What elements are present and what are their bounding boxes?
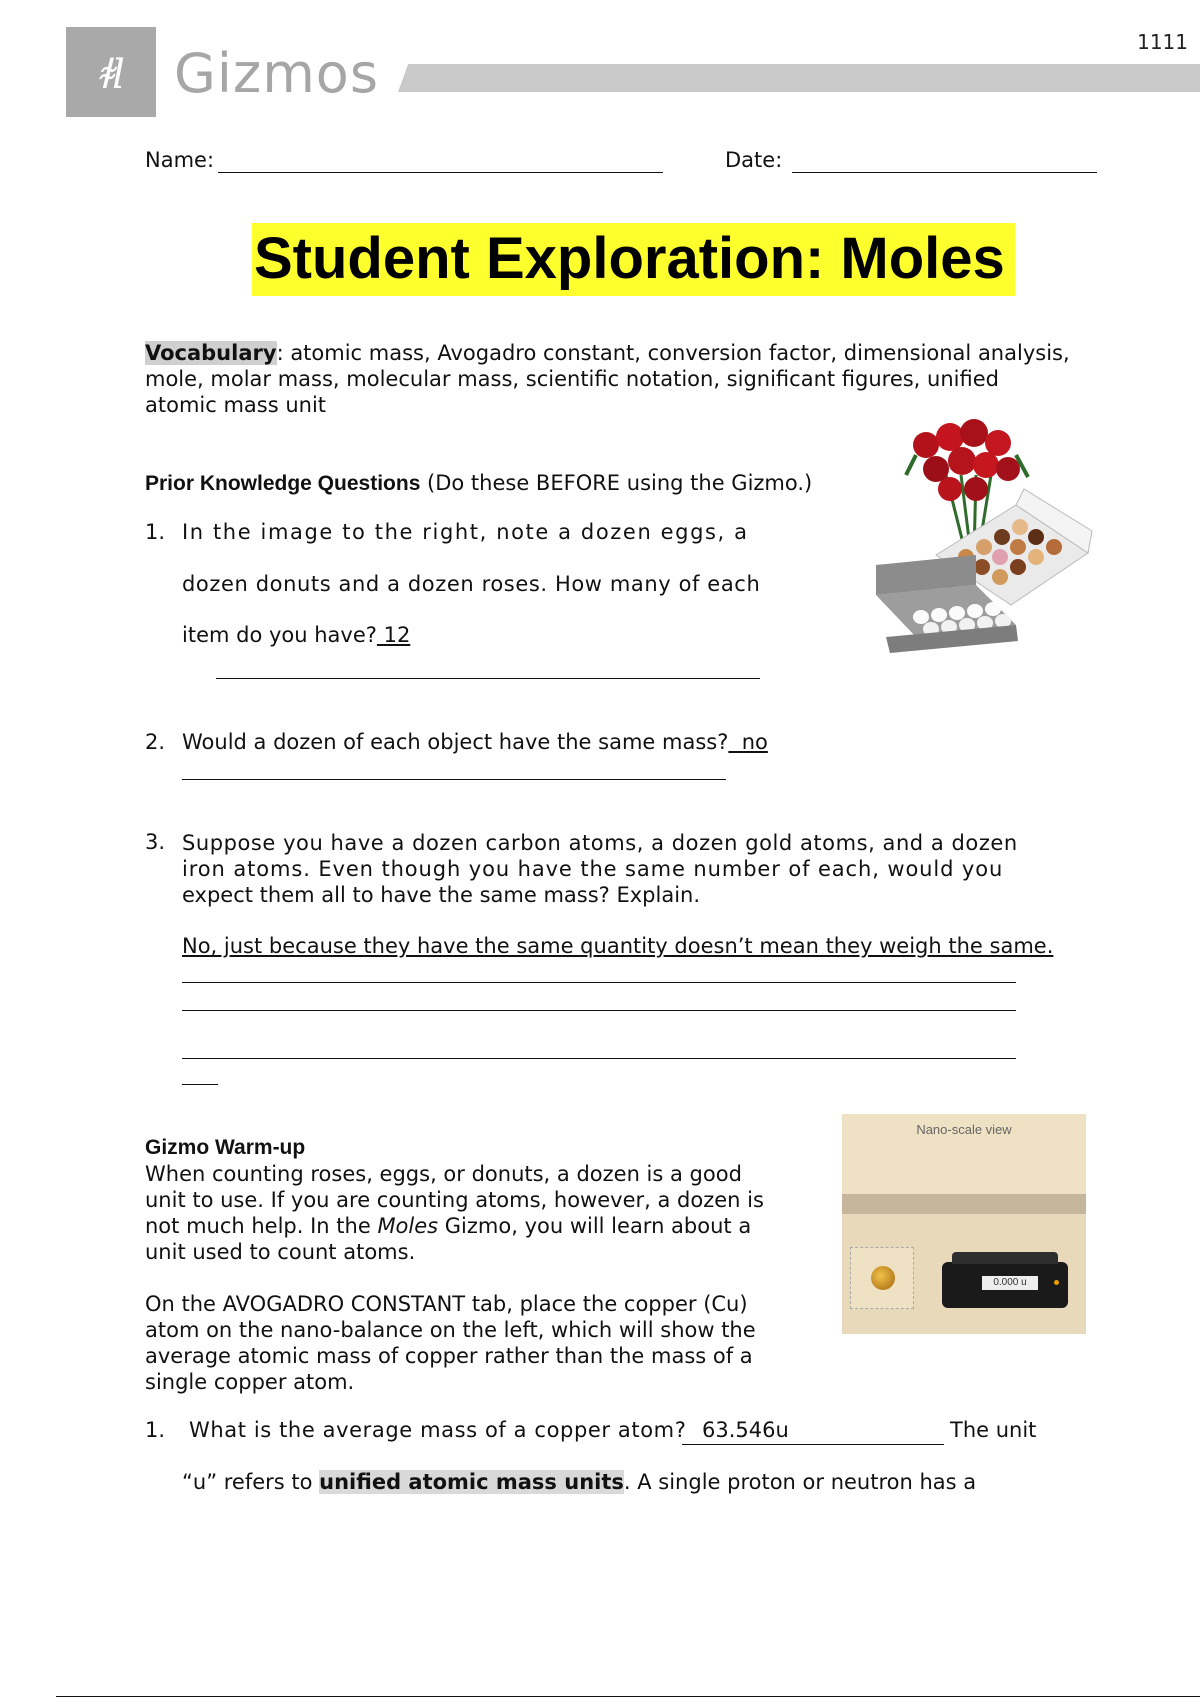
- q3-answer-line-4[interactable]: [182, 1084, 218, 1085]
- warmup-p1-line4: unit used to count atoms.: [145, 1240, 416, 1264]
- nano-scale-view: [842, 1114, 1086, 1334]
- warmup-heading: Gizmo Warm-up: [145, 1136, 306, 1159]
- vocabulary-text: : atomic mass, Avogadro constant, conversion factor, dimensional analysis,: [276, 341, 1070, 365]
- nano-shelf: [842, 1194, 1086, 1214]
- prior-knowledge-note: (Do these BEFORE using the Gizmo.): [420, 471, 813, 495]
- q1-answer[interactable]: 12: [376, 623, 411, 647]
- warmup-p1-line1: When counting roses, eggs, or donuts, a dozen is a good: [145, 1162, 742, 1186]
- q3-answer-line-3[interactable]: [182, 1058, 1016, 1059]
- warmup-section: [145, 1135, 825, 1395]
- warmup-q1-answer[interactable]: 63.546u: [682, 1418, 789, 1442]
- logo-mark: ꬸl: [97, 51, 125, 98]
- q2-answer[interactable]: no: [728, 730, 768, 754]
- warmup-p2-line1: On the AVOGADRO CONSTANT tab, place the copper (Cu): [145, 1292, 748, 1316]
- nano-scale-title: Nano-scale view: [916, 1122, 1012, 1137]
- warmup-gizmo-name: Moles: [377, 1214, 439, 1238]
- warmup-q1-line2-a: “u” refers to: [182, 1470, 320, 1494]
- q1-number: 1.: [145, 520, 166, 544]
- warmup-q1-line2-b: . A single proton or neutron has a: [623, 1470, 977, 1494]
- name-label: Name:: [145, 148, 215, 172]
- gizmos-logo: [66, 27, 156, 117]
- balance-led-icon: [1054, 1280, 1059, 1285]
- footer-rule: [56, 1696, 1200, 1697]
- warmup-p2-line3: average atomic mass of copper rather than the mass of a: [145, 1344, 753, 1368]
- copper-atom-icon[interactable]: [871, 1266, 895, 1290]
- page-number: 1111: [1137, 30, 1188, 54]
- q1-line3: [182, 623, 410, 647]
- balance-display: 0.000 u: [982, 1276, 1038, 1290]
- prior-knowledge-heading-row: [145, 470, 812, 497]
- q1-line2: dozen donuts and a dozen roses. How many of each: [182, 572, 761, 596]
- unified-atomic-mass-units-term: unified atomic mass units: [319, 1470, 624, 1494]
- q1-answer-line[interactable]: [216, 678, 760, 679]
- warmup-p1-line3-b: Gizmo, you will learn about a: [438, 1214, 752, 1238]
- balance-pan: [952, 1252, 1058, 1264]
- q2-text: Would a dozen of each object have the same mass?: [182, 730, 729, 754]
- warmup-p1-line3-a: not much help. In the: [145, 1214, 378, 1238]
- warmup-q1-after: The unit: [950, 1418, 1037, 1442]
- q3-line3: expect them all to have the same mass? Explain.: [182, 883, 701, 907]
- name-field[interactable]: [218, 172, 663, 173]
- q3-number: 3.: [145, 830, 166, 854]
- q2-number: 2.: [145, 730, 166, 754]
- q1-line3-text: item do you have?: [182, 623, 377, 647]
- warmup-q1-text: What is the average mass of a copper atom?: [189, 1418, 687, 1442]
- q2-line: [182, 730, 768, 754]
- q3-answer[interactable]: No, just because they have the same quantity doesn’t mean they weigh the same.: [182, 934, 1054, 958]
- prior-knowledge-heading: Prior Knowledge Questions: [145, 472, 421, 495]
- warmup-q1-answer-line[interactable]: [682, 1444, 944, 1445]
- warmup-p2-line2: atom on the nano-balance on the left, which will show the: [145, 1318, 756, 1342]
- warmup-p2-line4: single copper atom.: [145, 1370, 355, 1394]
- q3-line1: Suppose you have a dozen carbon atoms, a dozen gold atoms, and a dozen: [182, 831, 1018, 855]
- q3-line2: iron atoms. Even though you have the same number of each, would you: [182, 857, 1004, 881]
- nano-balance[interactable]: [942, 1262, 1068, 1308]
- vocabulary-line3: atomic mass unit: [145, 393, 327, 417]
- dozen-items-image: [866, 405, 1098, 687]
- brand-name: Gizmos: [174, 42, 379, 105]
- atom-slot[interactable]: [850, 1247, 914, 1309]
- q3-text: [182, 830, 1062, 908]
- q3-answer-line-1[interactable]: [182, 982, 1016, 983]
- warmup-p1-line2: unit to use. If you are counting atoms, however, a dozen is: [145, 1188, 764, 1212]
- vocabulary-line2: mole, molar mass, molecular mass, scientific notation, significant figures, unified: [145, 367, 999, 391]
- warmup-p1-line3: [145, 1213, 825, 1239]
- warmup-q1-number: 1.: [145, 1418, 166, 1442]
- q3-answer-line-2[interactable]: [182, 1010, 1016, 1011]
- date-label: Date:: [725, 148, 783, 172]
- warmup-q1-line2: [182, 1470, 976, 1494]
- q1-line1: In the image to the right, note a dozen eggs, a: [182, 520, 749, 544]
- vocabulary-label: Vocabulary: [145, 341, 277, 365]
- page-title: Student Exploration: Moles: [252, 223, 1015, 296]
- header-bar: [398, 64, 1200, 92]
- q2-answer-line[interactable]: [182, 779, 726, 780]
- date-field[interactable]: [792, 172, 1097, 173]
